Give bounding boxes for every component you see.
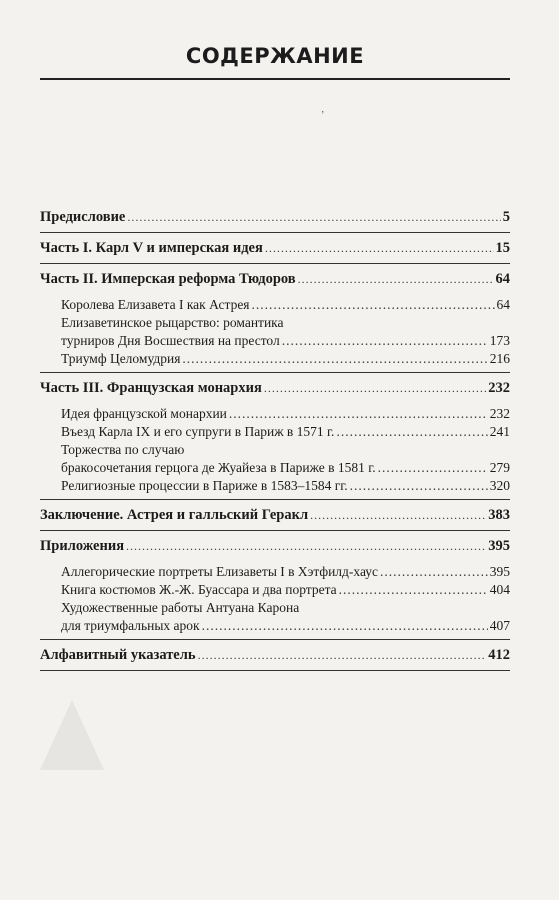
toc-entry-page: 5 — [502, 209, 510, 225]
leader-dots — [265, 233, 494, 263]
toc-subentry-page: 64 — [496, 297, 510, 312]
stray-mark: ’ — [321, 110, 325, 121]
toc-section — [40, 233, 510, 264]
toc-section — [40, 640, 510, 671]
toc-subentry — [40, 581, 510, 599]
toc-entry-label: Предисловие — [40, 209, 126, 225]
toc-subentry-page: 216 — [489, 351, 510, 366]
toc-entry-label: Заключение. Астрея и галльский Геракл — [40, 507, 309, 523]
toc-entry-page: 412 — [488, 647, 510, 663]
toc-subentry — [40, 314, 510, 350]
toc-subentry-row — [61, 563, 510, 581]
toc-entry — [40, 373, 510, 403]
toc-entry-page: 395 — [488, 538, 510, 554]
leader-dots — [198, 640, 487, 670]
leader-dots — [229, 405, 488, 423]
toc-subentry-row — [61, 477, 510, 495]
leader-dots — [264, 373, 486, 403]
toc-entry — [40, 202, 510, 232]
toc-subentry-line: Елизаветинское рыцарство: романтика — [61, 315, 284, 330]
toc-subentry-page: 395 — [489, 564, 510, 579]
toc-subentry-page: 173 — [489, 333, 510, 348]
toc-entry — [40, 500, 510, 530]
toc-entry — [40, 531, 510, 561]
toc-subentry — [40, 350, 510, 368]
leader-dots — [336, 423, 487, 441]
toc-subentry — [40, 296, 510, 314]
toc-section — [40, 264, 510, 373]
toc-section — [40, 500, 510, 531]
toc-subentry — [40, 423, 510, 441]
toc-subentry-line: Аллегорические портреты Елизаветы I в Хэтфилд-хаус — [61, 564, 379, 579]
leader-dots — [202, 617, 488, 635]
toc-section — [40, 373, 510, 500]
watermark-shape — [40, 700, 104, 770]
toc-entry-label: Часть II. Имперская реформа Тюдоров — [40, 271, 296, 287]
toc-subentry-line: Художественные работы Антуана Карона — [61, 600, 300, 615]
toc-subentry-line: для триумфальных арок — [61, 618, 200, 633]
toc-subentry-page: 279 — [489, 460, 510, 475]
toc-subentry-line: Торжества по случаю — [61, 442, 185, 457]
leader-dots — [298, 264, 494, 294]
toc-subentry-page: 407 — [489, 618, 510, 633]
toc-subentry-row — [61, 296, 510, 314]
toc-section — [40, 202, 510, 233]
leader-dots — [126, 531, 486, 561]
toc-subentry-page: 232 — [489, 406, 510, 421]
toc-entry-page: 64 — [495, 271, 510, 287]
toc-entry — [40, 640, 510, 670]
toc-entry-page: 232 — [488, 380, 510, 396]
toc-entry — [40, 233, 510, 263]
toc-subentry — [40, 563, 510, 581]
toc-entry — [40, 264, 510, 294]
toc-subentry-page: 320 — [489, 478, 510, 493]
toc-subentry-line: Триумф Целомудрия — [61, 351, 181, 366]
toc-subentry-row — [61, 332, 510, 350]
page-title: СОДЕРЖАНИЕ — [185, 44, 365, 68]
toc-subentry-line: Королева Елизавета I как Астрея — [61, 297, 250, 312]
toc-subentry-line: турниров Дня Восшествия на престол — [61, 333, 280, 348]
toc-entry-label: Алфавитный указатель — [40, 647, 196, 663]
toc-subentry-line: Идея французской монархии — [61, 406, 227, 421]
toc-entry-label: Приложения — [40, 538, 125, 554]
leader-dots — [282, 332, 488, 350]
toc-subentry-page: 241 — [489, 424, 510, 439]
leader-dots — [350, 477, 488, 495]
toc-subentry-row — [61, 617, 510, 635]
leader-dots — [182, 350, 487, 368]
toc-section — [40, 531, 510, 640]
leader-dots — [252, 296, 495, 314]
toc-subentry — [40, 599, 510, 635]
toc-subentry-page: 404 — [489, 582, 510, 597]
toc-subentry-row — [61, 459, 510, 477]
leader-dots — [339, 581, 488, 599]
toc-subentry — [40, 405, 510, 423]
toc-entry-page: 15 — [495, 240, 510, 256]
leader-dots — [378, 459, 488, 477]
toc-subentry-row — [61, 405, 510, 423]
toc-subentry-line: Книга костюмов Ж.-Ж. Буассара и два портрета — [61, 582, 337, 597]
table-of-contents — [40, 202, 510, 671]
toc-entry-label: Часть I. Карл V и имперская идея — [40, 240, 263, 256]
toc-subentry — [40, 477, 510, 495]
leader-dots — [380, 563, 488, 581]
toc-subentry-line: Въезд Карла IX и его супруги в Париж в 1571 г. — [61, 424, 335, 439]
toc-subentry-row — [61, 581, 510, 599]
toc-entry-page: 383 — [488, 507, 510, 523]
toc-subentry — [40, 441, 510, 477]
toc-subentry-row — [61, 350, 510, 368]
title-block — [40, 40, 510, 80]
toc-entry-label: Часть III. Французская монархия — [40, 380, 262, 396]
toc-subentry-line: Религиозные процессии в Париже в 1583–1584 гг. — [61, 478, 348, 493]
toc-subentry-line: бракосочетания герцога де Жуайеза в Париже в 1581 г. — [61, 460, 376, 475]
toc-subentry-row — [61, 423, 510, 441]
leader-dots — [310, 500, 486, 530]
leader-dots — [127, 202, 500, 232]
